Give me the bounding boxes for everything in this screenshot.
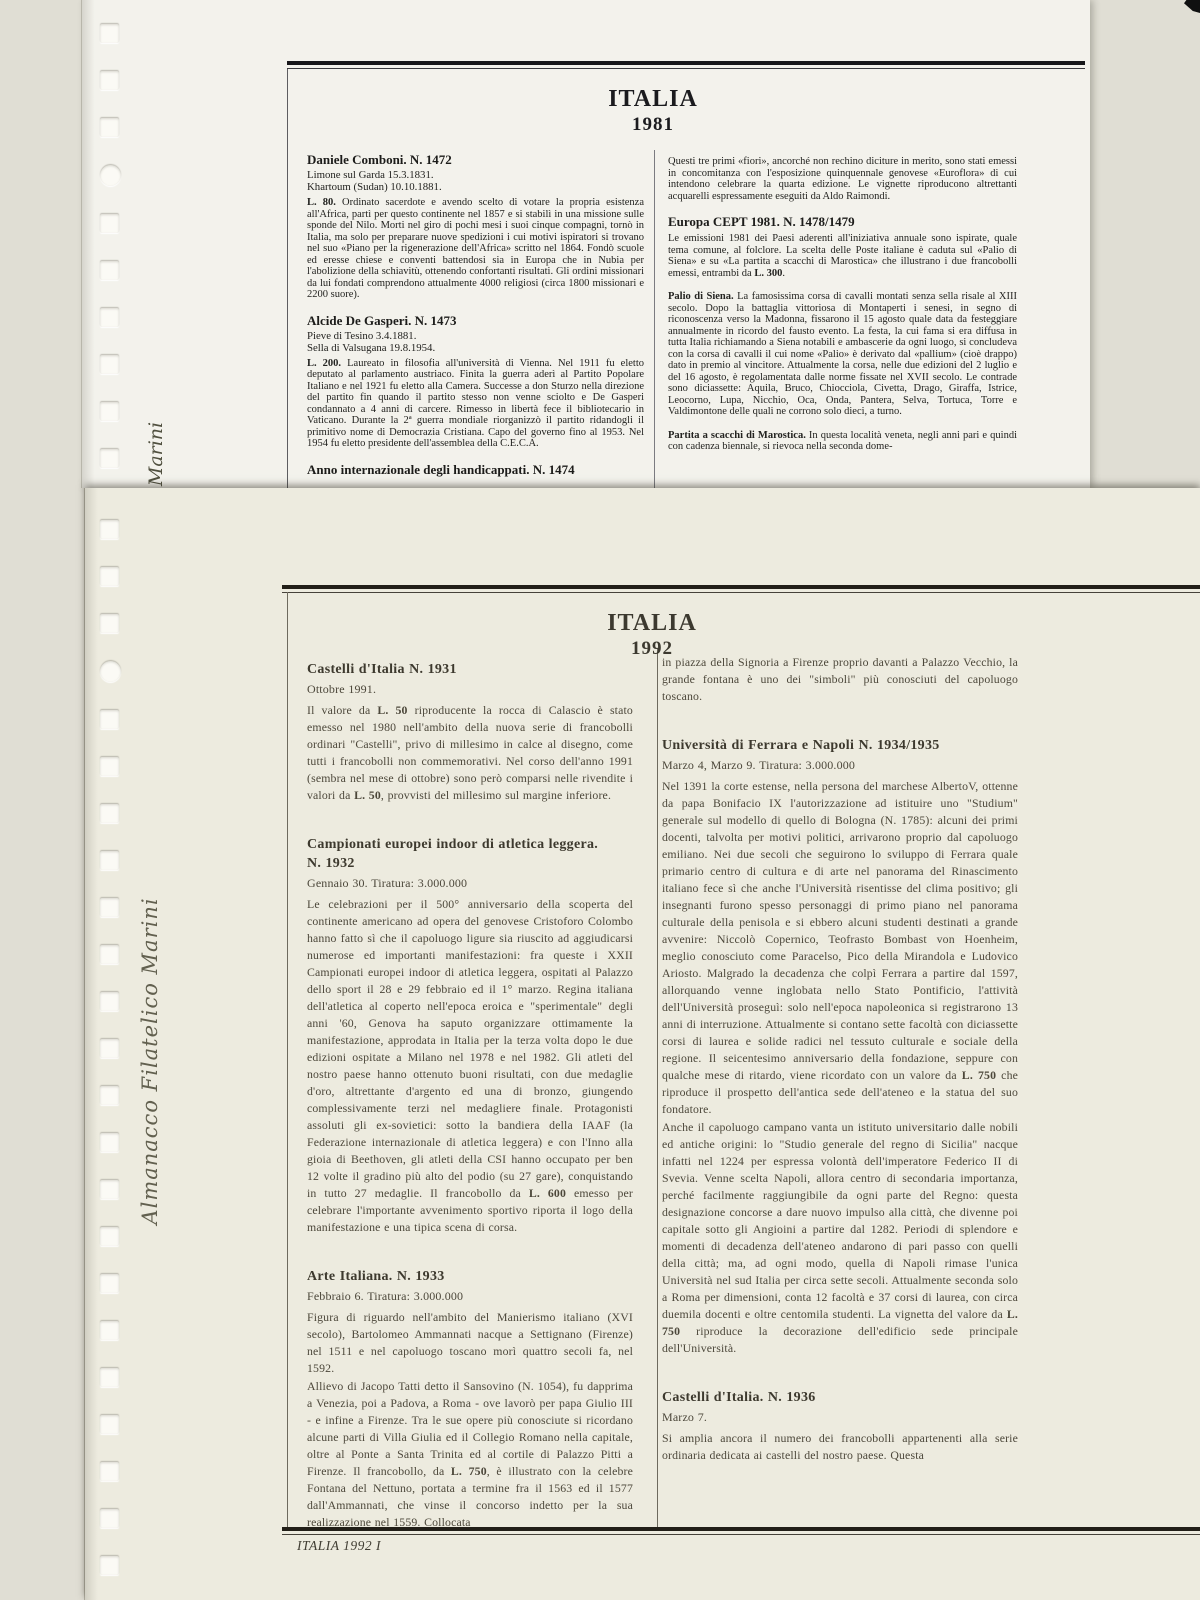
article-dateline: Limone sul Garda 15.3.1831. bbox=[307, 169, 434, 181]
article-dateline: Marzo 4, Marzo 9. Tiratura: 3.000.000 bbox=[662, 758, 856, 772]
page-year: 1992 bbox=[631, 638, 673, 659]
column-right-1981 bbox=[668, 152, 1017, 453]
article-heading: N. 1932 bbox=[307, 856, 355, 871]
binder-hole bbox=[100, 1180, 119, 1199]
column-left-1992 bbox=[307, 660, 633, 1531]
binder-hole bbox=[100, 567, 119, 586]
page-footer: ITALIA 1992 I bbox=[297, 1538, 381, 1553]
scan-corner-mark bbox=[1184, 0, 1200, 13]
article-block bbox=[307, 1267, 633, 1531]
article-block bbox=[662, 1388, 1018, 1464]
article-block bbox=[668, 214, 1017, 279]
article-paragraph: Le emissioni 1981 dei Paesi aderenti all'iniziativa annuale sono ispirate, quale tema comune, al folclore. La scelta delle Poste italiane è caduta sul «Palio di Siena» e su «La partita a scacchi di Marostica» che illustrano i due francobolli emessi, entrambi da L. 300. bbox=[668, 233, 1017, 279]
article-paragraph: Allievo di Jacopo Tatti detto il Sansovino (N. 1054), fu dapprima a Venezia, poi a Padova, a Roma - ove lavorò per papa Giulio III - e infine a Firenze. Tra le sue opere più conosciute si ricordano alcune parti di Villa Giulia ed il Collegio Romano nella capitale, oltre al Ponte a Santa Trinita ed al cortile di Palazzo Pitti a Firenze. Il francobollo, da L. 750, è illustrato con la celebre Fontana del Nettuno, portata a termine fra il 1563 ed il 1577 dall'Ammannati, che vinse il concorso indetto per la sua realizzazione nel 1559. Collocata bbox=[307, 1379, 633, 1529]
binder-hole bbox=[100, 71, 119, 90]
article-dateline: Sella di Valsugana 19.8.1954. bbox=[307, 341, 436, 354]
binder-hole bbox=[100, 614, 119, 633]
column-right-1992 bbox=[662, 654, 1018, 1464]
article-heading: Arte Italiana. N. 1933 bbox=[307, 1269, 445, 1284]
article-block bbox=[307, 152, 644, 301]
top-double-rule bbox=[282, 585, 1200, 593]
binder-hole bbox=[100, 898, 119, 917]
article-heading: Europa CEPT 1981. N. 1478/1479 bbox=[668, 214, 855, 229]
binder-hole bbox=[100, 1556, 119, 1575]
article-heading: Daniele Comboni. N. 1472 bbox=[307, 152, 452, 167]
article-dateline: Khartoum (Sudan) 10.10.1881. bbox=[307, 181, 442, 193]
publisher-logo-partial: Marini bbox=[145, 421, 167, 487]
page-title: ITALIA bbox=[607, 610, 697, 636]
punch-holes-column bbox=[100, 520, 121, 1600]
article-paragraph: Nel 1391 la corte estense, nella persona del marchese AlbertoV, ottenne da papa Bonifacio IX l'autorizzazione ad istituire uno "Studium" generale sul modello di quello di Bologna (N. 1785): alcuni dei primi docenti, talvolta per motivi politici, arrivarono proprio dal capoluogo emiliano. Nei due secoli che seguirono lo sviluppo di Ferrara quale primario centro di cultura e di arte nel panorama del Rinascimento italiano fece sì che anche l'Università risentisse del clima positivo; gli insegnanti furono spesso personaggi di primo piano nel panorama culturale della penisola e si ebbero alcuni studenti destinati a grande avvenire: Niccolò Copernico, Teofrasto Bombast von Hoenheim, meglio conosciuto come Paracelso, Pico della Mirandola e Ludovico Ariosto. Malgrado la decadenza che colpì Ferrara a partire dal 1597, allorquando venne inglobata nello Stato Pontificio, l'attività dell'Università proseguì: solo nell'epoca napoleonica si registrarono 13 anni di interruzione. Attualmente si contano sette facoltà con diciassette corsi di laurea e solide radici nel tessuto culturale e sociale della regione. Il seicentesimo anniversario della fondazione, seppure con qualche mese di ritardo, viene ricordato con un valore da L. 750 che riproduce il prospetto dell'antica sede dell'ateneo e la statua del suo fondatore. bbox=[662, 779, 1018, 1116]
binder-hole bbox=[100, 851, 119, 870]
top-double-rule bbox=[287, 61, 1085, 69]
article-dateline: Gennaio 30. Tiratura: 3.000.000 bbox=[307, 876, 468, 890]
article-paragraph: Figura di riguardo nell'ambito del Manierismo italiano (XVI secolo), Bartolomeo Ammannati nacque a Settignano (Firenze) nel 1511 e nel capoluogo toscano morì quattro secoli fa, nel 1592. bbox=[307, 1310, 633, 1375]
page-year: 1981 bbox=[632, 114, 674, 135]
article-dateline: Pieve di Tesino 3.4.1881. bbox=[307, 329, 417, 342]
article-block bbox=[668, 430, 1017, 453]
binder-hole bbox=[100, 1415, 119, 1434]
punch-holes-column bbox=[100, 24, 121, 488]
binder-hole bbox=[100, 992, 119, 1011]
article-paragraph: Questi tre primi «fiori», ancorché non rechino diciture in merito, sono stati emessi in concomitanza con l'esposizione quinquennale genovese «Euroflora» di cui intendono celebrare la quarta edizione. Le vignette riproducono altrettanti acquarelli espressamente eseguiti da Aldo Raimondi. bbox=[668, 156, 1017, 202]
binder-hole bbox=[100, 1462, 119, 1481]
binder-hole bbox=[100, 308, 119, 327]
binder-hole bbox=[100, 1274, 119, 1293]
article-heading: Anno internazionale degli handicappati. N. 1474 bbox=[307, 461, 575, 477]
article-block bbox=[307, 462, 644, 477]
column-divider bbox=[657, 648, 658, 1527]
binder-hole bbox=[100, 757, 119, 776]
article-block bbox=[307, 835, 633, 1236]
article-heading: Campionati europei indoor di atletica leggera. bbox=[307, 837, 599, 852]
article-block bbox=[307, 660, 633, 804]
binder-hole bbox=[100, 945, 119, 964]
page-header-1981 bbox=[287, 86, 1019, 136]
article-block bbox=[668, 156, 1017, 202]
binder-hole bbox=[100, 261, 119, 280]
binder-hole bbox=[100, 402, 119, 421]
binder-hole-round bbox=[100, 165, 121, 186]
binder-hole bbox=[100, 710, 119, 729]
binder-hole bbox=[100, 214, 119, 233]
article-heading: Castelli d'Italia N. 1931 bbox=[307, 662, 457, 677]
article-block bbox=[662, 736, 1018, 1357]
binder-hole bbox=[100, 1133, 119, 1152]
binder-hole bbox=[100, 1227, 119, 1246]
page-title: ITALIA bbox=[608, 86, 698, 112]
binder-hole bbox=[100, 1086, 119, 1105]
binder-hole bbox=[100, 1321, 119, 1340]
binder-hole bbox=[100, 24, 119, 43]
article-heading: Università di Ferrara e Napoli N. 1934/1935 bbox=[662, 738, 940, 753]
frame-left-line bbox=[287, 592, 288, 1527]
binder-hole bbox=[100, 449, 119, 468]
article-paragraph: Palio di Siena. La famosissima corsa di cavalli montati senza sella risale al XIII secolo. Dopo la battaglia vittoriosa di Montaperti i senesi, in segno di riconoscenza verso la Madonna, fissarono il 15 agosto quale data da festeggiare annualmente in ricordo del fausto evento. La festa, la cui fama si era diffusa in tutta Italia richiamando a Siena notabili e ambascerie da ogni luogo, si concludeva con la corsa di cavalli il cui nome «Palio» è derivato dal «pallium» (cioè drappo) dato in premio al vincitore. Attualmente la corsa, nelle due edizioni del 2 luglio e del 16 agosto, è regolamentata dalle norme fissate nel XVII secolo. Le contrade sono diciassette: Aquila, Bruco, Chiocciola, Civetta, Drago, Giraffa, Istrice, Leocorno, Lupa, Nicchio, Oca, Onda, Pantera, Selva, Tortuca, Torre e Valdimontone delle quali ne corrono solo dieci, a turno. bbox=[668, 291, 1018, 417]
article-block bbox=[307, 313, 644, 450]
album-page-1992 bbox=[85, 488, 1200, 1600]
binder-hole bbox=[100, 355, 119, 374]
article-paragraph: Partita a scacchi di Marostica. In questa località veneta, negli anni pari e quindi con cadenza biennale, si rievoca nella seconda dome- bbox=[668, 429, 1018, 452]
binder-hole-round bbox=[100, 661, 121, 682]
binder-hole bbox=[100, 1039, 119, 1058]
binder-hole bbox=[100, 118, 119, 137]
article-heading: Castelli d'Italia. N. 1936 bbox=[662, 1390, 816, 1405]
article-paragraph: L. 200. Laureato in filosofia all'università di Vienna. Nel 1911 fu eletto deputato al parlamento austriaco. Finita la guerra aderì al Partito Popolare Italiano e nel 1921 fu eletto alla Camera. Successe a don Sturzo nella direzione del partito fin quando il partito stesso non venne sciolto e De Gasperi condannato a 4 anni di carcere. Rimesso in libertà fece il bibliotecario in Vaticano. Durante la 2ª guerra mondiale riorganizzò il partito ridandogli il primitivo nome di Democrazia Cristiana. Capo del governo fino al 1953. Nel 1954 fu eletto presidente dell'assemblea della C.E.C.A. bbox=[307, 357, 644, 449]
article-paragraph: Anche il capoluogo campano vanta un istituto universitario dalle nobili ed antiche origini: lo "Studio generale del regno di Sicilia" nacque infatti nel 1224 per espressa volontà dell'imperatore Federico II di Svevia. Venne scelta Napoli, allora centro di secondaria importanza, perché facilmente raggiungibile da ogni parte del Regno: questa designazione concorse a dare nuovo impulso alla città, che divenne poi capitale sotto gli Angioini a partire dal 1282. Periodi di splendore e momenti di decadenza dell'ateneo andarono di pari passo con quelli della città; ma, ad ogni modo, quella di Napoli rimase l'unica Università nel sud Italia per circa sette secoli. Attualmente seconda solo a Roma per dimensioni, conta 12 facoltà e 37 corsi di laurea, con circa duemila docenti e oltre centomila studenti. La vignetta del valore da L. 750 riproduce la decorazione dell'edificio sede principale dell'Università. bbox=[662, 1120, 1018, 1355]
article-block bbox=[662, 654, 1018, 705]
article-paragraph: Le celebrazioni per il 500° anniversario della scoperta del continente americano ad opera del genovese Cristoforo Colombo hanno fatto sì che il capoluogo ligure sia riuscito ad aggiudicarsi numerose ed importanti manifestazioni: fra queste i XXII Campionati europei indoor di atletica leggera, ospitati al Palazzo dello sport il 28 e 29 febbraio ed il 1° marzo. Regina italiana dell'atletica al coperto nell'epoca eroica e "sperimentale" degli anni '60, Genova ha saputo organizzare ottimamente la manifestazione, approdata in Italia per la terza volta dopo le due edizioni ospitate a Milano nel 1978 e nel 1982. Gli atleti del nostro paese hanno ottenuto buoni risultati, con due medaglie d'oro, altrettante d'argento ed una di bronzo, giungendo complessivamente terzi nel medagliere finale. Protagonisti assoluti gli ex-sovietici: sotto la bandiera della IAAF (la Federazione internazionale di atletica leggera) e con l'Inno alla gioia di Beethoven, gli atleti della CSI hanno occupato per ben 12 volte il gradino più alto del podio (su 27 gare), conquistando in tutto 27 medaglie. Il francobollo da L. 600 emesso per celebrare l'importante avvenimento sportivo riporta il logo della manifestazione e una tipica scena di corsa. bbox=[307, 897, 633, 1234]
column-divider bbox=[654, 150, 655, 488]
article-paragraph: L. 80. Ordinato sacerdote e avendo scelto di votare la propria esistenza all'Africa, partì per questo continente nel 1857 e si stabilì in una missione sulle sponde del Nilo. Morti nel giro di pochi mesi i suoi cinque compagni, tornò in Italia, ma solo per preparare nuove spedizioni i cui motivi ispiratori si trovano nel suo «Piano per la rigenerazione dell'Africa» scritto nel 1864. Fondò scuole ed eresse chiese e conventi battendosi sia in Europa che in Nubia per l'abolizione della schiavitù, ottenendo confortanti risultati. Gli ordini missionari da lui fondati comprendono attualmente 4000 religiosi (circa 1800 missionari e 2200 suore). bbox=[307, 197, 644, 300]
article-paragraph: in piazza della Signoria a Firenze proprio davanti a Palazzo Vecchio, la grande fontana è uno dei "simboli" più conosciuti del capoluogo toscano. bbox=[662, 655, 1018, 703]
article-dateline: Febbraio 6. Tiratura: 3.000.000 bbox=[307, 1289, 464, 1303]
binder-hole bbox=[100, 804, 119, 823]
article-paragraph: Il valore da L. 50 riproducente la rocca di Calascio è stato emesso nel 1980 nell'ambito della nuova serie di francobolli ordinari "Castelli", privo di millesimo in calce al disegno, come tutti i francobolli non commemorativi. Nel corso dell'anno 1991 (sembra nel mese di ottobre) sono però comparsi nelle rivendite i valori da L. 50, provvisti del millesimo sul margine inferiore. bbox=[307, 703, 633, 802]
article-dateline: Ottobre 1991. bbox=[307, 682, 377, 696]
binder-hole bbox=[100, 1368, 119, 1387]
article-dateline: Marzo 7. bbox=[662, 1410, 708, 1424]
article-heading: Alcide De Gasperi. N. 1473 bbox=[307, 312, 457, 328]
binder-hole bbox=[100, 1509, 119, 1528]
article-block bbox=[668, 291, 1017, 418]
column-left-1981 bbox=[307, 152, 644, 479]
binder-hole bbox=[100, 520, 119, 539]
article-paragraph: Si amplia ancora il numero dei francobolli appartenenti alla serie ordinaria dedicata ai castelli del nostro paese. Questa bbox=[662, 1431, 1018, 1462]
publisher-logo: Almanacco Filatelico Marini bbox=[138, 897, 162, 1225]
album-page-1981 bbox=[82, 0, 1090, 488]
page-header-1992 bbox=[282, 610, 1022, 660]
